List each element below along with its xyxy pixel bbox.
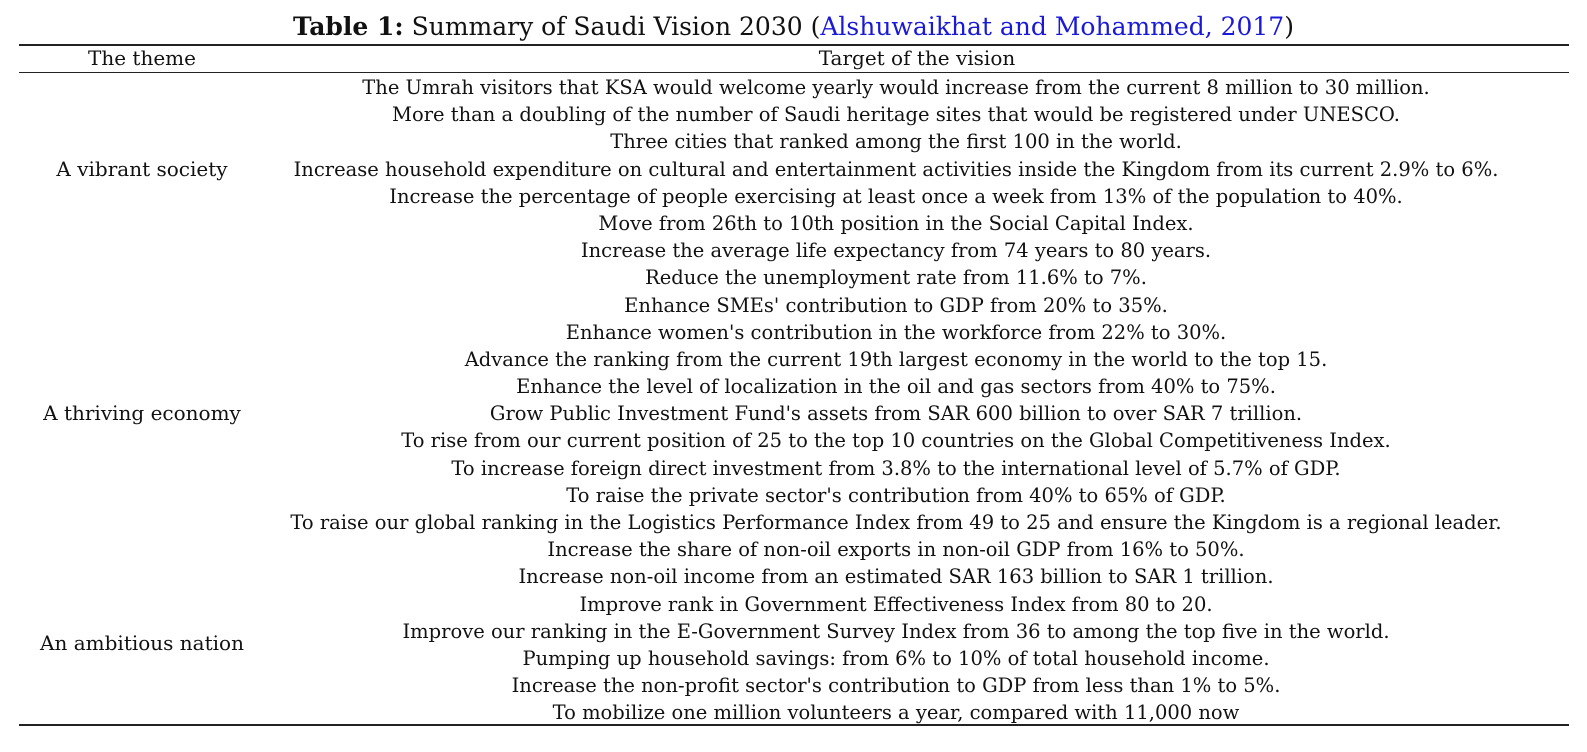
target-row: To mobilize one million volunteers a year, compared with 11,000 now bbox=[552, 701, 1240, 725]
table-bottom-rule bbox=[19, 724, 1569, 726]
target-row: Increase the average life expectancy from 74 years to 80 years. bbox=[580, 239, 1212, 263]
target-row: Enhance women's contribution in the workforce from 22% to 30%. bbox=[565, 320, 1227, 344]
target-row: To rise from our current position of 25 to the top 10 countries on the Global Competitiveness Index. bbox=[401, 429, 1391, 453]
target-row: The Umrah visitors that KSA would welcome yearly would increase from the current 8 million to 30 million. bbox=[362, 76, 1430, 99]
header-theme: The theme bbox=[88, 46, 196, 70]
target-row: Grow Public Investment Fund's assets from SAR 600 billion to over SAR 7 trillion. bbox=[489, 402, 1303, 426]
table-header-rule bbox=[19, 72, 1569, 73]
target-row: Enhance the level of localization in the oil and gas sectors from 40% to 75%. bbox=[516, 375, 1276, 399]
target-list bbox=[265, 74, 1527, 727]
target-row: Three cities that ranked among the first 100 in the world. bbox=[610, 130, 1182, 154]
target-row: To increase foreign direct investment from 3.8% to the international level of 5.7% of GDP. bbox=[451, 456, 1341, 480]
caption-text: Summary of Saudi Vision 2030 ( bbox=[403, 12, 821, 41]
target-row: Increase the non-profit sector's contribution to GDP from less than 1% to 5%. bbox=[511, 674, 1281, 698]
target-row: Increase the share of non-oil exports in non-oil GDP from 16% to 50%. bbox=[547, 538, 1245, 562]
target-row: Reduce the unemployment rate from 11.6% to 7%. bbox=[645, 266, 1147, 290]
target-row: Increase non-oil income from an estimated SAR 163 billion to SAR 1 trillion. bbox=[518, 565, 1274, 589]
target-row: Increase the percentage of people exercising at least once a week from 13% of the population to 40%. bbox=[389, 184, 1403, 208]
theme-thriving-economy: A thriving economy bbox=[43, 401, 241, 425]
theme-vibrant-society: A vibrant society bbox=[56, 157, 228, 181]
target-row: To raise our global ranking in the Logistics Performance Index from 49 to 25 and ensure the Kingdom is a regional leader. bbox=[290, 511, 1502, 534]
target-row: Improve our ranking in the E-Government Survey Index from 36 to among the top five in the world. bbox=[402, 619, 1390, 643]
citation-link[interactable]: Alshuwaikhat and Mohammed, 2017 bbox=[820, 12, 1285, 41]
caption-close: ) bbox=[1284, 12, 1294, 41]
target-row: More than a doubling of the number of Saudi heritage sites that would be registered under UNESCO. bbox=[392, 103, 1400, 127]
theme-ambitious-nation: An ambitious nation bbox=[40, 631, 244, 655]
caption-label: Table 1: bbox=[293, 12, 404, 41]
target-row: To raise the private sector's contribution from 40% to 65% of GDP. bbox=[566, 483, 1226, 507]
target-row: Pumping up household savings: from 6% to 10% of total household income. bbox=[522, 646, 1270, 670]
target-row: Improve rank in Government Effectiveness Index from 80 to 20. bbox=[579, 592, 1213, 616]
target-row: Increase household expenditure on cultural and entertainment activities inside the Kingdom from its current 2.9% to 6%. bbox=[293, 157, 1499, 181]
table-caption bbox=[0, 10, 1587, 44]
target-row: Enhance SMEs' contribution to GDP from 20% to 35%. bbox=[624, 293, 1168, 317]
header-target: Target of the vision bbox=[818, 46, 1016, 70]
target-row: Move from 26th to 10th position in the Social Capital Index. bbox=[598, 211, 1194, 235]
target-row: Advance the ranking from the current 19th largest economy in the world to the top 15. bbox=[464, 347, 1328, 371]
